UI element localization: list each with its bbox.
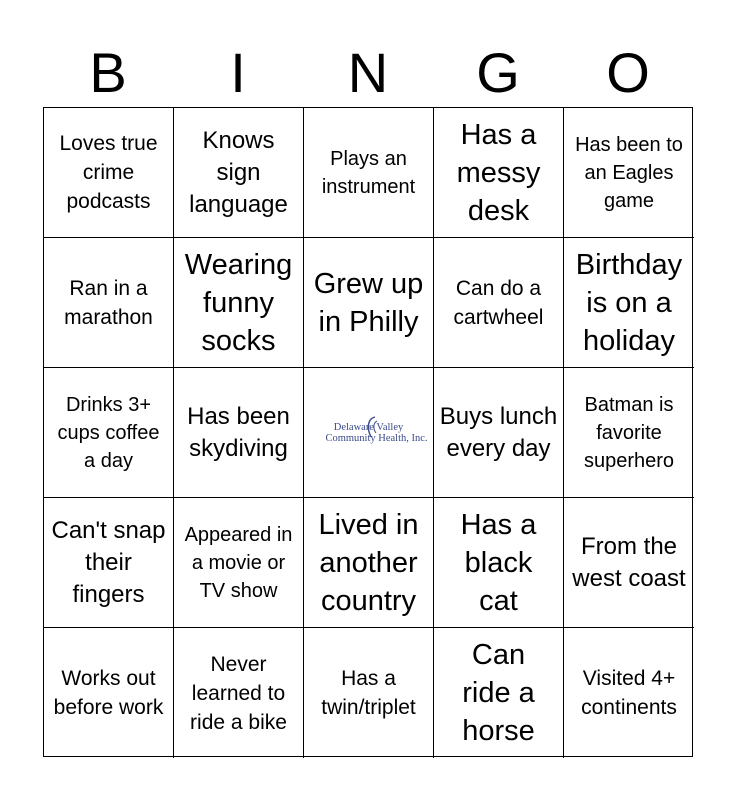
bingo-cell[interactable] <box>44 108 174 238</box>
cell-text: Has been skydiving <box>187 402 290 462</box>
cell-text: Works out before work <box>53 667 164 719</box>
bingo-header <box>43 40 693 106</box>
cell-text: Drinks 3+ cups coffee a day <box>57 393 160 472</box>
cell-text: Appeared in a movie or TV show <box>184 523 293 602</box>
cell-text: Batman is favorite superhero <box>583 393 675 472</box>
bingo-cell[interactable] <box>564 368 694 498</box>
bingo-cell[interactable] <box>174 108 304 238</box>
bingo-cell[interactable] <box>44 628 174 758</box>
cell-text: Never learned to ride a bike <box>190 652 287 734</box>
logo-text-line2: Community Health, Inc. <box>325 432 428 444</box>
bingo-cell[interactable] <box>564 238 694 368</box>
cell-text: Ran in a marathon <box>64 276 153 329</box>
cell-text: Can't snap their fingers <box>51 516 166 608</box>
cell-text: Has a messy desk <box>456 118 541 227</box>
bingo-cell[interactable] <box>174 628 304 758</box>
free-space-cell[interactable] <box>304 368 434 498</box>
bingo-cell[interactable] <box>174 498 304 628</box>
header-letter-n: N <box>347 41 389 104</box>
cell-text: Knows sign language <box>189 126 288 218</box>
bingo-cell[interactable] <box>564 108 694 238</box>
bingo-cell[interactable] <box>304 498 434 628</box>
cell-text: From the west coast <box>572 532 686 592</box>
header-letter-i: I <box>230 41 246 104</box>
bingo-cell[interactable] <box>434 108 564 238</box>
bingo-board <box>43 107 693 757</box>
bingo-cell[interactable] <box>434 498 564 628</box>
cell-text: Grew up in Philly <box>313 267 424 338</box>
cell-text: Lived in another country <box>318 508 419 617</box>
cell-text: Loves true crime podcasts <box>59 132 158 213</box>
community-health-logo <box>309 413 428 453</box>
cell-text: Visited 4+ continents <box>581 667 677 719</box>
cell-text: Has a twin/triplet <box>321 667 416 719</box>
bingo-cell[interactable] <box>304 108 434 238</box>
cell-text: Can ride a horse <box>462 639 535 747</box>
bingo-cell[interactable] <box>434 628 564 758</box>
cell-text: Wearing funny socks <box>184 248 293 357</box>
bingo-cell[interactable] <box>44 498 174 628</box>
cell-text: Has been to an Eagles game <box>575 133 683 212</box>
bingo-cell[interactable] <box>564 498 694 628</box>
cell-text: Can do a cartwheel <box>453 276 544 329</box>
bingo-cell[interactable] <box>44 368 174 498</box>
bingo-cell[interactable] <box>174 368 304 498</box>
cell-text: Buys lunch every day <box>439 402 558 462</box>
header-letter-g: G <box>476 41 520 104</box>
cell-text: Has a black cat <box>460 508 537 617</box>
bingo-cell[interactable] <box>434 368 564 498</box>
bingo-cell[interactable] <box>564 628 694 758</box>
bingo-cell[interactable] <box>44 238 174 368</box>
cell-text: Birthday is on a holiday <box>575 248 683 357</box>
cell-text: Plays an instrument <box>321 147 416 198</box>
header-letter-o: O <box>606 41 650 104</box>
bingo-cell[interactable] <box>434 238 564 368</box>
logo-swoosh-icon <box>365 415 383 439</box>
logo-text-line1: Delaware Valley <box>333 421 404 433</box>
bingo-cell[interactable] <box>174 238 304 368</box>
bingo-cell[interactable] <box>304 238 434 368</box>
header-letter-b: B <box>89 41 127 104</box>
bingo-cell[interactable] <box>304 628 434 758</box>
